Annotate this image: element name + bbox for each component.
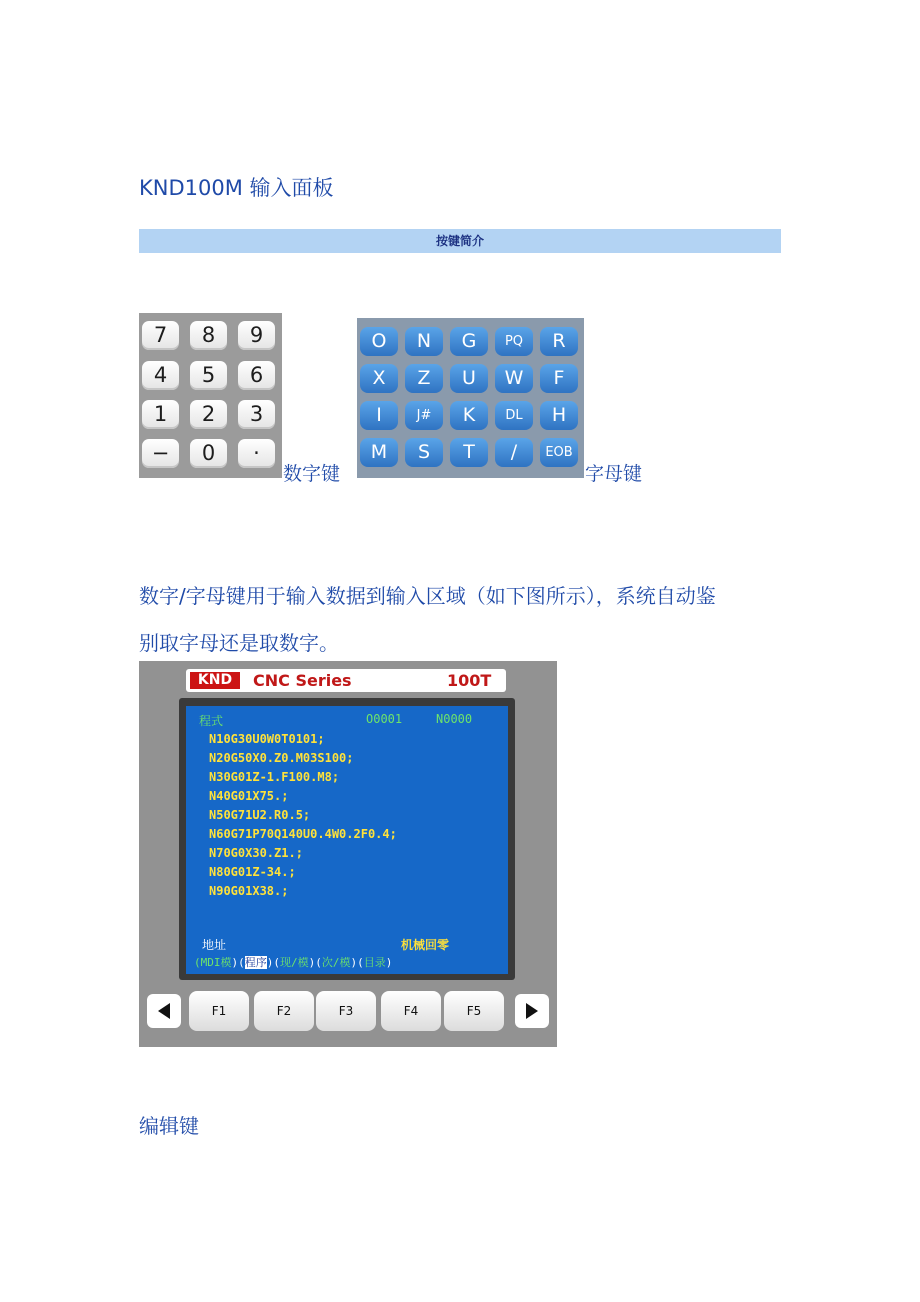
letter-keypad-image [357, 318, 584, 478]
paragraph-line-1: 数字/字母键用于输入数据到输入区域（如下图所示），系统自动鉴 [139, 584, 716, 608]
softkey-directory: 目录 [363, 956, 386, 969]
f5-key: F5 [444, 991, 504, 1031]
cnc-series-label: CNC Series [253, 671, 352, 690]
program-line: N80G01Z-34.; [209, 865, 296, 879]
program-number: O0001 [366, 712, 403, 726]
section-header-label: 按键简介 [435, 234, 484, 248]
key-n: N [405, 327, 443, 356]
key-0: 0 [190, 439, 227, 468]
f4-key: F4 [381, 991, 441, 1031]
cnc-panel-image [139, 661, 557, 1047]
key-7: 7 [142, 321, 179, 350]
key-t: T [450, 438, 488, 467]
key-4: 4 [142, 361, 179, 390]
edit-keys-heading: 编辑键 [139, 1114, 199, 1138]
key-minus: − [142, 439, 179, 468]
cnc-header-strip [186, 669, 506, 692]
program-line: N30G01Z-1.F100.M8; [209, 770, 340, 784]
letter-keys-caption: 字母键 [585, 463, 643, 485]
program-line: N40G01X75.; [209, 789, 289, 803]
key-r: R [540, 327, 578, 356]
key-g: G [450, 327, 488, 356]
key-8: 8 [190, 321, 227, 350]
softkey-row: (MDI模)(程序)(现/模)(次/模)(目录) [194, 956, 393, 969]
right-arrow-icon [515, 994, 549, 1028]
f3-key: F3 [316, 991, 376, 1031]
key-2: 2 [190, 400, 227, 429]
left-arrow-icon [147, 994, 181, 1028]
paragraph-line-2: 别取字母还是取数字。 [139, 631, 339, 655]
numeric-keys-caption: 数字键 [283, 463, 341, 485]
cnc-screen [186, 706, 508, 974]
f1-key: F1 [189, 991, 249, 1031]
program-line: N70G0X30.Z1.; [209, 846, 303, 860]
key-5: 5 [190, 361, 227, 390]
key-o: O [360, 327, 398, 356]
key-j: J# [405, 401, 443, 430]
key-w: W [495, 364, 533, 393]
softkey-program: 程序 [244, 956, 267, 969]
status-label: 机械回零 [401, 938, 450, 952]
numeric-keypad-image [139, 313, 282, 478]
key-i: I [360, 401, 398, 430]
sequence-number: N0000 [436, 712, 473, 726]
softkey-next: 次/模 [321, 956, 351, 969]
key-z: Z [405, 364, 443, 393]
key-1: 1 [142, 400, 179, 429]
knd-logo: KND [190, 672, 240, 689]
program-line: N60G71P70Q140U0.4W0.2F0.4; [209, 827, 397, 841]
program-line: N20G50X0.Z0.M03S100; [209, 751, 354, 765]
program-line: N90G01X38.; [209, 884, 289, 898]
cnc-model-label: 100T [447, 671, 492, 690]
key-s: S [405, 438, 443, 467]
key-pq: PQ [495, 327, 533, 356]
page-title: KND100M 输入面板 [139, 176, 334, 200]
key-3: 3 [238, 400, 275, 429]
key-9: 9 [238, 321, 275, 350]
mode-label: 程式 [199, 714, 224, 728]
program-line: N50G71U2.R0.5; [209, 808, 311, 822]
key-m: M [360, 438, 398, 467]
key-h: H [540, 401, 578, 430]
key-slash: / [495, 438, 533, 467]
softkey-current: 现/模 [280, 956, 309, 969]
key-f: F [540, 364, 578, 393]
key-k: K [450, 401, 488, 430]
f2-key: F2 [254, 991, 314, 1031]
key-x: X [360, 364, 398, 393]
address-label: 地址 [202, 938, 227, 952]
key-eob: EOB [540, 438, 578, 467]
key-dot: · [238, 439, 275, 468]
softkey-mdi: MDI模 [200, 956, 232, 969]
key-u: U [450, 364, 488, 393]
section-header-bar [139, 229, 781, 253]
key-dl: DL [495, 401, 533, 430]
key-6: 6 [238, 361, 275, 390]
program-line: N10G30U0W0T0101; [209, 732, 325, 746]
